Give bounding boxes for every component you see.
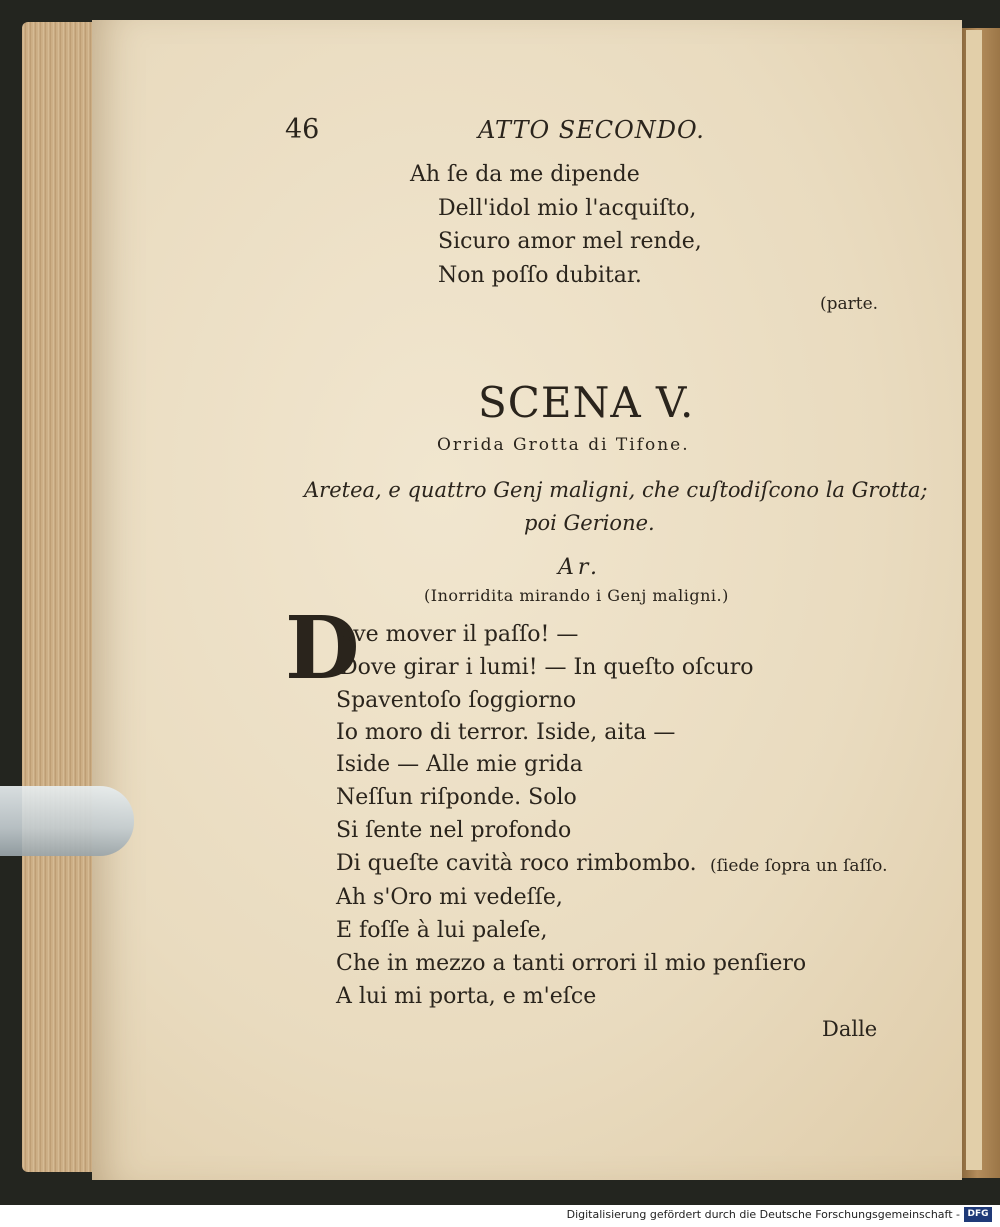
page-edges [22,22,102,1172]
running-title: ATTO SECONDO. [478,116,705,144]
speech-line: Si ſente nel profondo [336,818,572,843]
funding-credit: Digitalisierung gefördert durch die Deutsche Forschungsgemeinschaft - [566,1208,960,1221]
speech-line: Neſſun riſponde. Solo [336,785,577,810]
speaker-direction: (Inorridita mirando i Genj maligni.) [424,586,729,605]
scene-heading: SCENA V. [478,378,695,427]
adjacent-page-inner [966,30,982,1170]
speech-line: E foſſe à lui paleſe, [336,918,548,943]
verse-line: Sicuro amor mel rende, [438,229,702,254]
stage-direction-sit: (ſiede ſopra un ſaſſo. [710,856,888,876]
dfg-logo: DFG [964,1207,992,1222]
page-clip [0,786,134,856]
catchword: Dalle [822,1017,878,1041]
speech-line: A lui mi porta, e m'eſce [336,984,597,1009]
speech-line: Spaventoſo ſoggiorno [336,688,577,713]
page-number: 46 [285,114,320,145]
verse-line: Non poſſo dubitar. [438,263,642,288]
speech-line: Dove girar i lumi! — In queſto oſcuro [340,655,754,680]
speech-line: Di queſte cavità roco rimbombo. [336,851,697,876]
speaker-name: Ar. [558,555,601,580]
characters-line: poi Gerione. [524,511,655,535]
verse-line: Ah ſe da me dipende [410,162,640,187]
characters-line: Aretea, e quattro Genj maligni, che cuſtodiſcono la Grotta; [304,478,928,502]
drop-cap: D [285,598,360,699]
speech-line: Che in mezzo a tanti orrori il mio penſiero [336,951,807,976]
speech-line: Io moro di terror. Iside, aita — [336,720,676,745]
stage-direction-exit: (parte. [820,294,879,314]
speech-line: ove mover il paſſo! — [340,622,579,647]
speech-line: Iside — Alle mie grida [336,752,583,777]
verse-line: Dell'idol mio l'acquiſto, [438,196,697,221]
speech-line: Ah s'Oro mi vedeſſe, [336,885,563,910]
scene-setting: Orrida Grotta di Tifone. [437,435,690,455]
